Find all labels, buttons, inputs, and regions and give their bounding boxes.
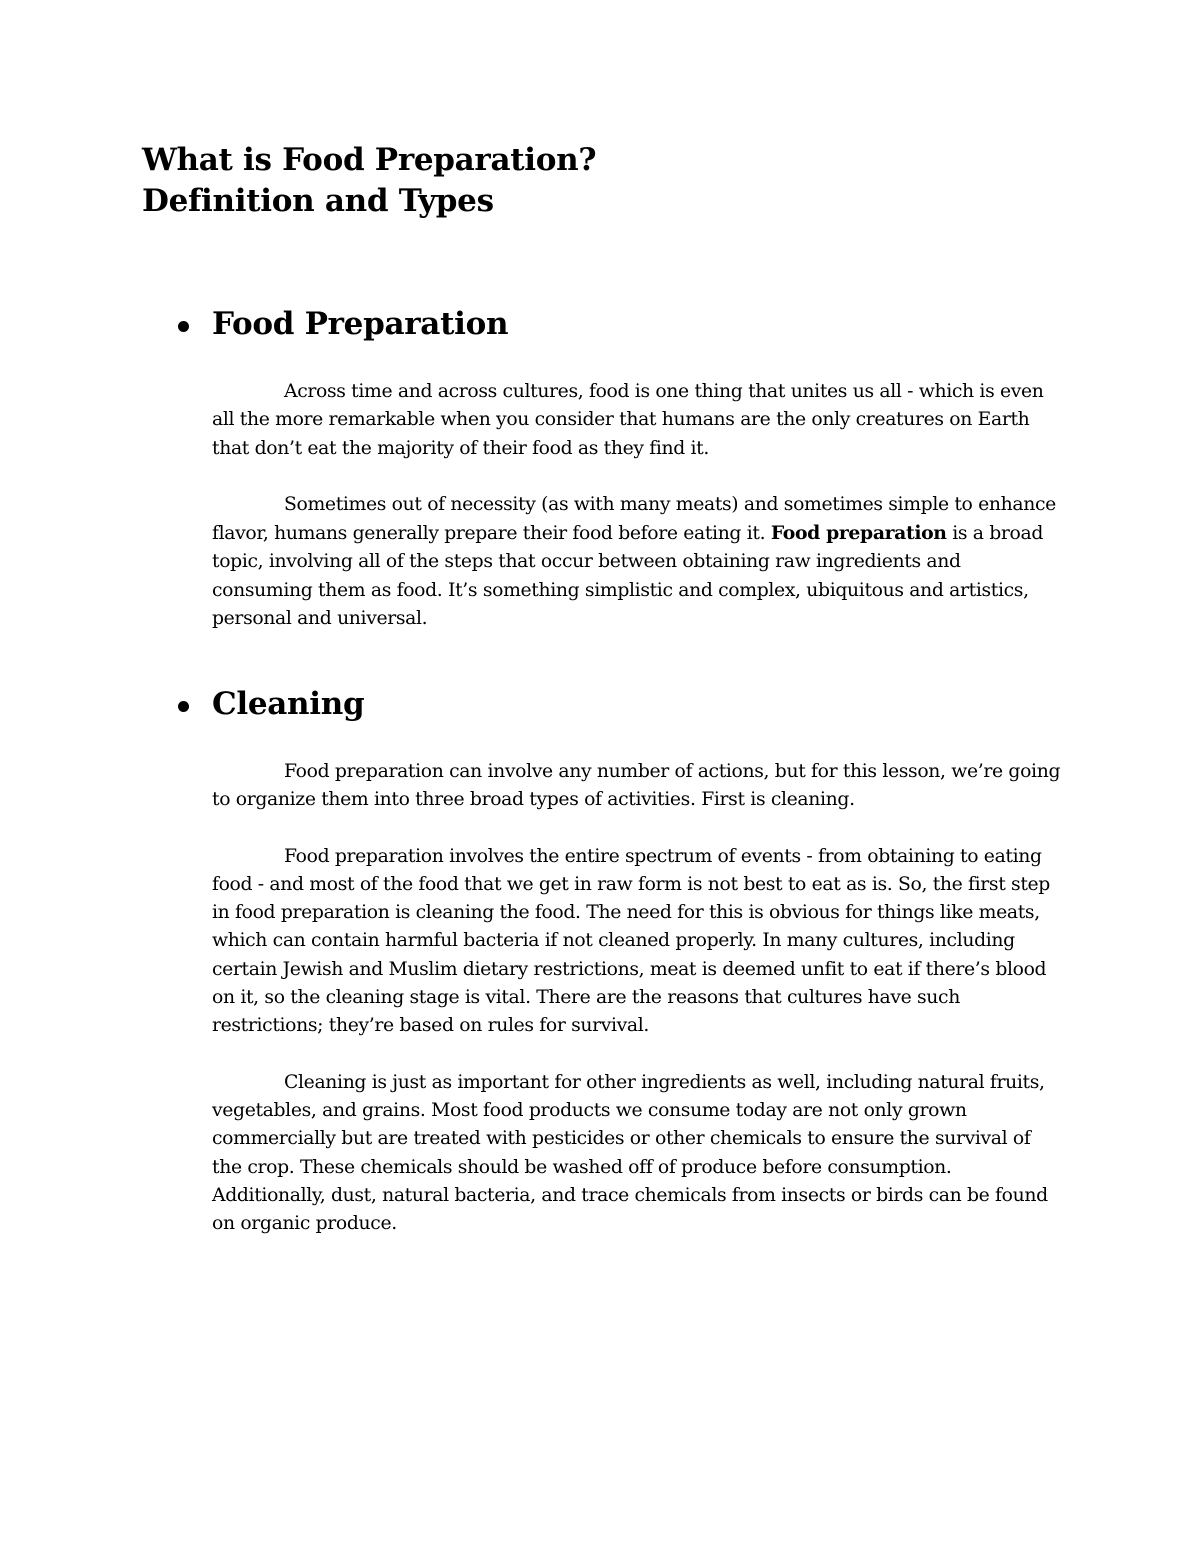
section-heading-text: Food Preparation [212,306,509,342]
bullet-icon [178,701,189,712]
section-heading [142,304,1062,344]
page-title-line-2: Definition and Types [142,183,494,219]
page-title [142,140,596,222]
paragraph: Across time and across cultures, food is one thing that unites us all - which is even all the more remarkable when you consider that humans are the only creatures on Earth that don’t eat the majority of their food as they find it. [212,381,1044,459]
bullet-icon [178,321,189,332]
paragraph: Food preparation involves the entire spectrum of events - from obtaining to eating food - and most of the food that we get in raw form is not best to eat as is. So, the first step in food preparation is cleaning the food. The need for this is obvious for things like meats, which can contain harmful bacteria if not cleaned properly. In many cultures, including certain Jewish and Muslim dietary restrictions, meat is deemed unfit to eat if there’s blood on it, so the cleaning stage is vital. There are the reasons that cultures have such restrictions; they’re based on rules for survival. [212,845,1050,1037]
section-food-preparation [142,304,1062,633]
section-heading-text: Cleaning [212,686,365,722]
bold-term: Food preparation [770,522,947,545]
paragraph [212,491,1062,633]
paragraph: Food preparation can involve any number of actions, but for this lesson, we’re going to organize them into three broad types of activities. First is cleaning. [212,761,1061,811]
paragraph-text: Sometimes out of necessity (as with many meats) and sometimes simple to enhance flavor, humans generally prepare their food before eating it. [212,493,1056,545]
page-title-line-1: What is Food Preparation? [142,142,597,178]
paragraph-text: is a broad topic, involving all of the steps that occur between obtaining raw ingredients and consuming them as food. It’s something simplistic and complex, ubiquitous and artistics, personal and universal. [212,523,1044,630]
section-heading [142,684,1062,724]
section-cleaning [142,684,1062,1238]
paragraph: Cleaning is just as important for other ingredients as well, including natural fruits, vegetables, and grains. Most food products we consume today are not only grown commercially but are treated with pesticides or other chemicals to ensure the survival of the crop. These chemicals should be washed off of produce before consumption. Additionally, dust, natural bacteria, and trace chemicals from insects or birds can be found on organic produce. [212,1071,1048,1235]
